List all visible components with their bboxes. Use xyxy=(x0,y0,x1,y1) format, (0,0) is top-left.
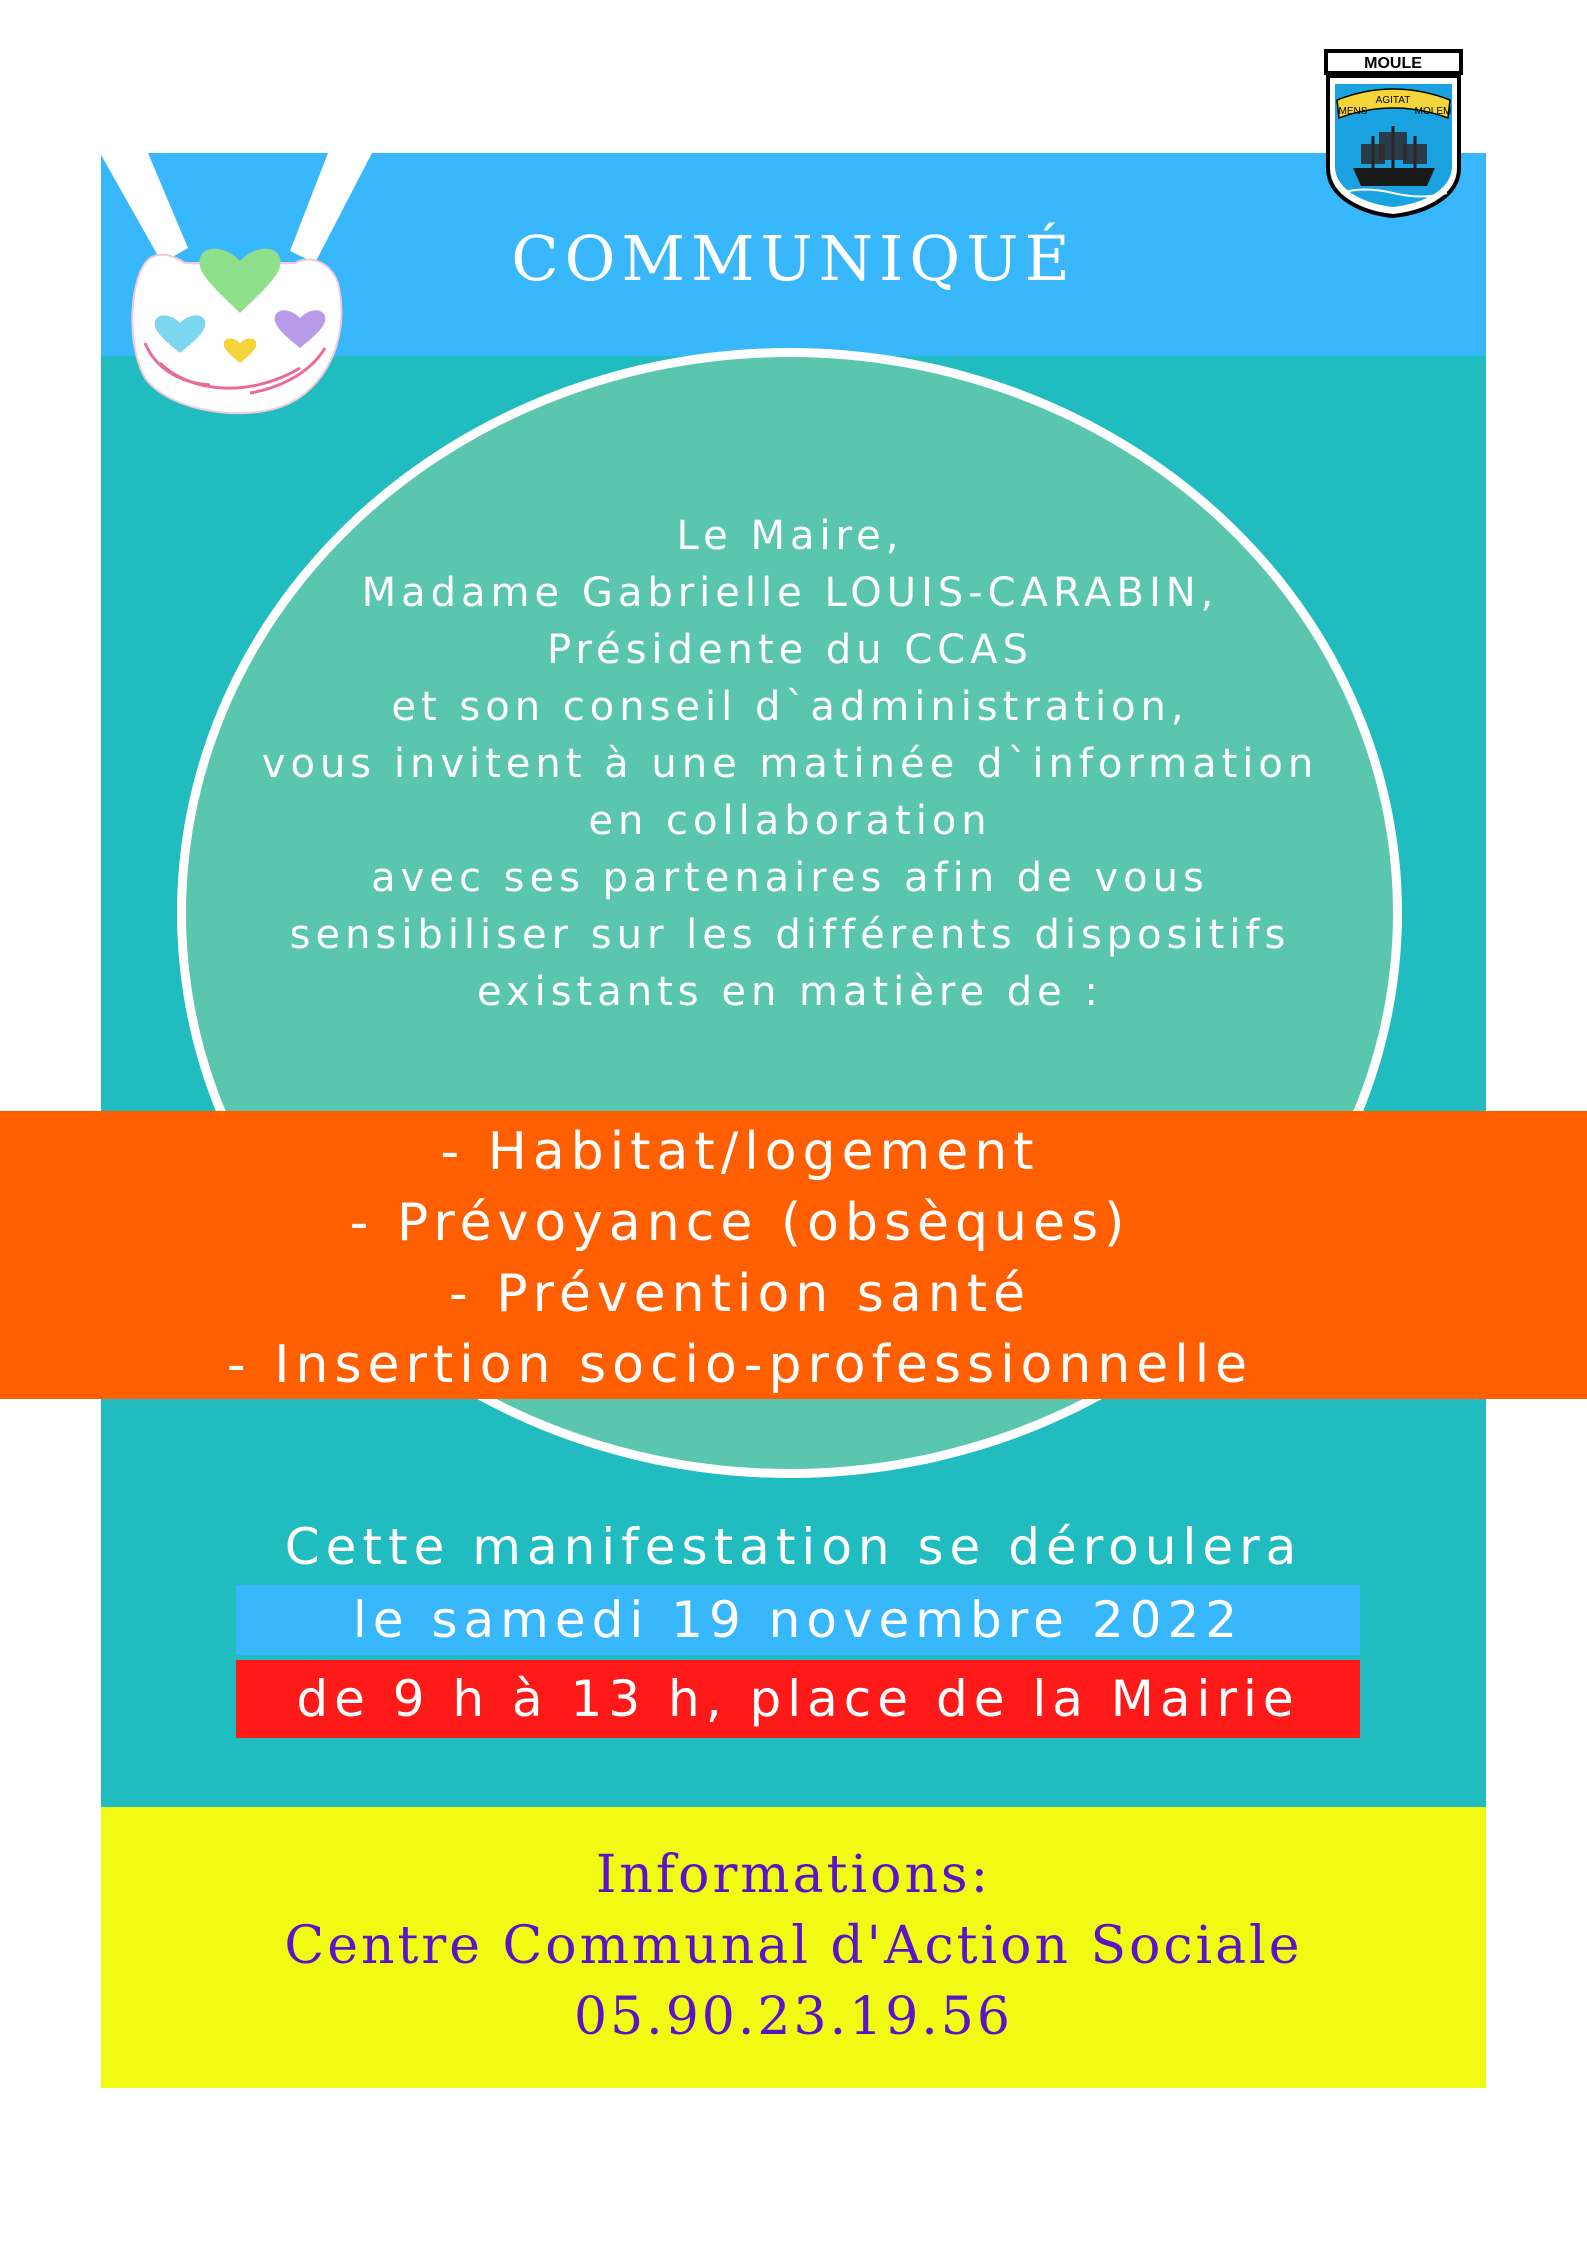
intro-line: Présidente du CCAS xyxy=(547,627,1033,673)
intro-line: Le Maire, xyxy=(676,513,904,559)
info-phone: 05.90.23.19.56 xyxy=(574,1987,1013,2047)
intro-line: en collaboration xyxy=(588,798,992,844)
logo-motto-1: MENS xyxy=(1338,106,1368,117)
topics-list xyxy=(0,1117,1480,1401)
topic-item: - Habitat/logement xyxy=(440,1122,1040,1182)
topic-item: - Insertion socio-professionnelle xyxy=(226,1335,1254,1395)
intro-line: et son conseil d`administration, xyxy=(391,684,1189,730)
topic-item: - Prévention santé xyxy=(448,1264,1032,1324)
intro-line: vous invitent à une matinée d`information xyxy=(261,741,1319,787)
intro-text xyxy=(160,508,1420,1021)
info-heading: Informations: xyxy=(595,1845,992,1905)
event-announcement: Cette manifestation se déroulera xyxy=(284,1518,1303,1576)
info-organization: Centre Communal d'Action Sociale xyxy=(284,1916,1303,1976)
logo-motto-2: AGITAT xyxy=(1375,95,1411,106)
ship-crest-icon xyxy=(1323,48,1464,218)
event-time-place: de 9 h à 13 h, place de la Mairie xyxy=(236,1660,1360,1738)
topic-item: - Prévoyance (obsèques) xyxy=(349,1193,1131,1253)
intro-line: avec ses partenaires afin de vous xyxy=(371,855,1209,901)
intro-line: existants en matière de : xyxy=(477,969,1103,1015)
intro-line: sensibiliser sur les différents dispositifs xyxy=(289,912,1291,958)
page-title: COMMUNIQUÉ xyxy=(511,222,1076,295)
intro-line: Madame Gabrielle LOUIS-CARABIN, xyxy=(361,570,1219,616)
event-date: le samedi 19 novembre 2022 xyxy=(236,1585,1360,1655)
contact-info xyxy=(101,1840,1486,2053)
logo-town: MOULE xyxy=(1364,55,1422,72)
logo-motto-3: MOLEM xyxy=(1414,106,1452,117)
